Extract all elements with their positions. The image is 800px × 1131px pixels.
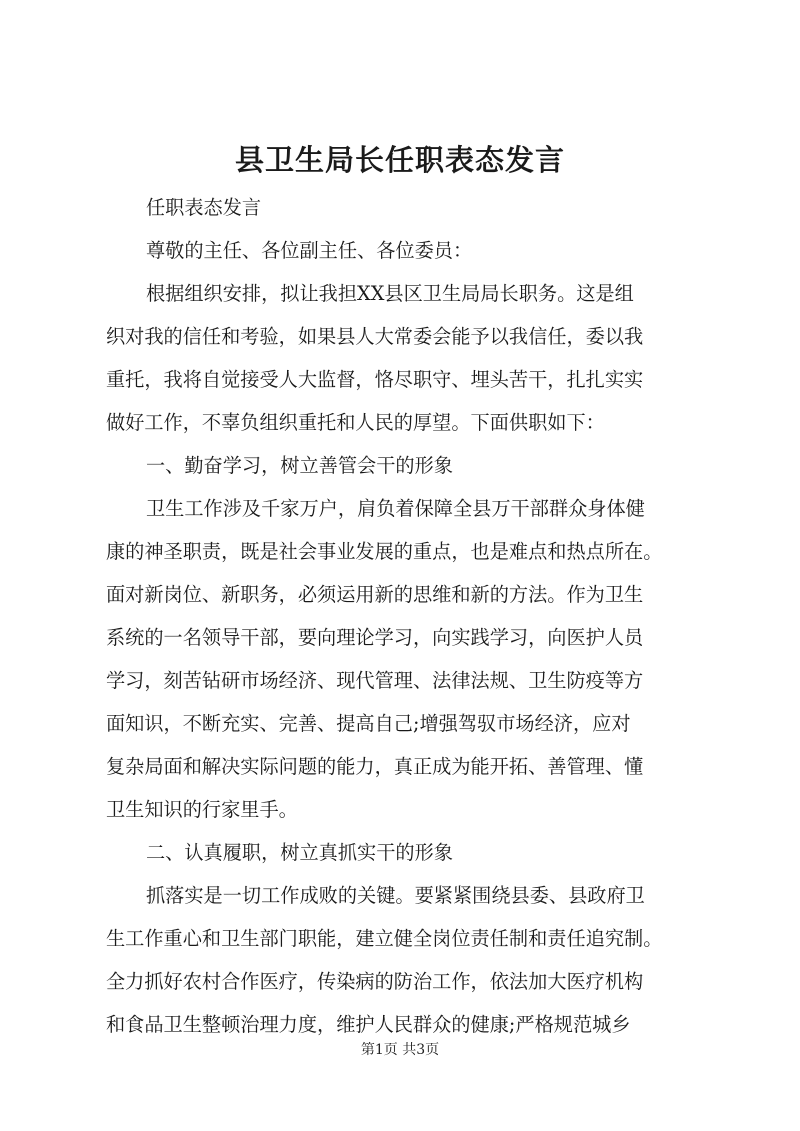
text-line: 全力抓好农村合作医疗，传染病的防治工作，依法加大医疗机构 — [106, 970, 644, 993]
text-line: 学习，刻苦钻研市场经济、现代管理、法律法规、卫生防疫等方 — [106, 669, 644, 692]
text-line: 卫生工作涉及千家万户，肩负着保障全县万干部群众身体健 — [146, 497, 645, 520]
text-line: 系统的一名领导干部，要向理论学习，向实践学习，向医护人员 — [106, 626, 644, 649]
text-line: 抓落实是一切工作成败的关键。要紧紧围绕县委、县政府卫 — [146, 884, 645, 907]
text-line: 任职表态发言 — [146, 196, 262, 219]
text-line: 重托，我将自觉接受人大监督，恪尽职守、埋头苦干，扎扎实实 — [106, 368, 644, 391]
text-line: 尊敬的主任、各位副主任、各位委员： — [146, 239, 473, 262]
text-line: 做好工作，不辜负组织重托和人民的厚望。下面供职如下： — [106, 411, 605, 434]
text-line: 织对我的信任和考验，如果县人大常委会能予以我信任，委以我 — [106, 325, 644, 348]
page-footer: 第1页 共3页 — [360, 1042, 440, 1058]
text-line: 和食品卫生整顿治理力度，维护人民群众的健康;严格规范城乡 — [106, 1013, 631, 1036]
document-body — [106, 186, 706, 1046]
text-line: 复杂局面和解决实际问题的能力，真正成为能开拓、善管理、懂 — [106, 755, 644, 778]
text-line: 面对新岗位、新职务，必须运用新的思维和新的方法。作为卫生 — [106, 583, 644, 606]
text-line: 生工作重心和卫生部门职能，建立健全岗位责任制和责任追究制。 — [106, 927, 663, 950]
text-line: 康的神圣职责，既是社会事业发展的重点，也是难点和热点所在。 — [106, 540, 663, 563]
text-line: 根据组织安排，拟让我担XX县区卫生局局长职务。这是组 — [146, 282, 634, 305]
section-heading: 二、认真履职，树立真抓实干的形象 — [146, 841, 453, 864]
section-heading: 一、勤奋学习，树立善管会干的形象 — [146, 454, 453, 477]
text-line: 面知识，不断充实、完善、提高自己;增强驾驭市场经济，应对 — [106, 712, 631, 735]
text-line: 卫生知识的行家里手。 — [106, 798, 298, 821]
document-title: 县卫生局长任职表态发言 — [234, 143, 565, 177]
